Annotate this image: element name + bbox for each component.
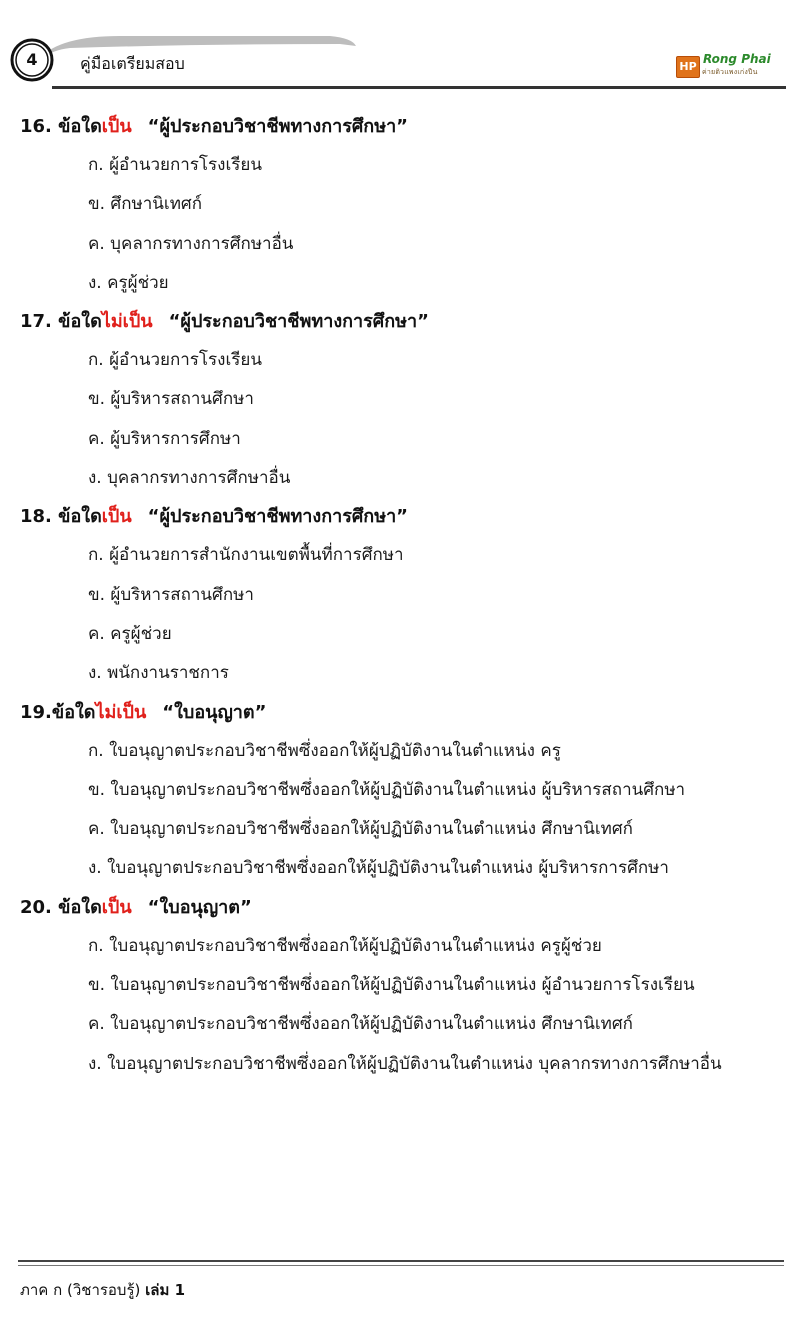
question-quoted-term: “ผู้ประกอบวิชาชีพทางการศึกษา”	[147, 506, 409, 528]
answer-option[interactable]: ก. ผู้อำนวยการสำนักงานเขตพื้นที่การศึกษา	[88, 545, 404, 566]
question-20	[0, 889, 800, 1084]
answer-option[interactable]: ข. ผู้บริหารสถานศึกษา	[88, 389, 254, 410]
question-quoted-term: “ผู้ประกอบวิชาชีพทางการศึกษา”	[147, 116, 409, 137]
question-keyword: เป็น	[101, 896, 132, 918]
answer-option[interactable]: ง. ครูผู้ช่วย	[88, 272, 169, 293]
question-number: 16.	[20, 116, 52, 137]
question-list	[0, 108, 800, 1084]
question-16	[0, 108, 800, 303]
answer-option[interactable]: ง. พนักงานราชการ	[88, 663, 229, 684]
answer-option[interactable]: ค. ใบอนุญาตประกอบวิชาชีพซึ่งออกให้ผู้ปฏิบัติงานในตำแหน่ง ศึกษานิเทศก์	[88, 1014, 633, 1035]
answer-option[interactable]: ข. ใบอนุญาตประกอบวิชาชีพซึ่งออกให้ผู้ปฏิบัติงานในตำแหน่ง ผู้บริหารสถานศึกษา	[88, 779, 686, 800]
question-quoted-term: “ผู้ประกอบวิชาชีพทางการศึกษา”	[168, 311, 429, 333]
question-stem	[0, 303, 800, 341]
footer-volume: เล่ม 1	[145, 1281, 186, 1299]
answer-option[interactable]: ก. ผู้อำนวยการโรงเรียน	[88, 155, 263, 175]
answer-option[interactable]: ค. ผู้บริหารการศึกษา	[88, 428, 241, 449]
page-header	[0, 0, 800, 100]
answer-option[interactable]: ข. ผู้บริหารสถานศึกษา	[88, 584, 254, 605]
question-quoted-term: “ใบอนุญาต”	[147, 896, 252, 918]
footer-divider-thin	[18, 1265, 784, 1266]
question-keyword: เป็น	[101, 506, 132, 528]
question-quoted-term: “ใบอนุญาต”	[162, 701, 267, 723]
answer-option[interactable]: ง. ใบอนุญาตประกอบวิชาชีพซึ่งออกให้ผู้ปฏิบัติงานในตำแหน่ง ผู้บริหารการศึกษา	[88, 858, 669, 879]
question-17	[0, 303, 800, 498]
answer-option[interactable]: ง. บุคลากรทางการศึกษาอื่น	[88, 468, 291, 489]
question-number: 20.	[20, 896, 52, 918]
question-keyword: เป็น	[101, 116, 132, 137]
rong-phai-logo	[676, 50, 786, 80]
question-19	[0, 694, 800, 889]
question-prefix: ข้อใด	[58, 896, 102, 918]
answer-option[interactable]: ค. บุคลากรทางการศึกษาอื่น	[88, 233, 294, 254]
header-divider	[52, 86, 786, 89]
answer-option[interactable]: ค. ใบอนุญาตประกอบวิชาชีพซึ่งออกให้ผู้ปฏิบัติงานในตำแหน่ง ศึกษานิเทศก์	[88, 819, 633, 840]
question-stem	[0, 498, 800, 536]
question-keyword: ไม่เป็น	[95, 701, 147, 723]
answer-option[interactable]: ก. ใบอนุญาตประกอบวิชาชีพซึ่งออกให้ผู้ปฏิบัติงานในตำแหน่ง ครู	[88, 740, 561, 761]
answer-option[interactable]: ค. ครูผู้ช่วย	[88, 623, 172, 644]
question-number: 17.	[20, 311, 52, 333]
question-stem	[0, 694, 800, 732]
question-prefix: ข้อใด	[58, 116, 102, 137]
answer-option[interactable]: ง. ใบอนุญาตประกอบวิชาชีพซึ่งออกให้ผู้ปฏิบัติงานในตำแหน่ง บุคลากรทางการศึกษาอื่น	[88, 1053, 722, 1074]
question-18	[0, 498, 800, 693]
footer-divider	[18, 1260, 784, 1262]
footer-part: ภาค ก	[20, 1281, 63, 1299]
logo-tagline: ค่ายติวแพงเก่งปืน	[702, 68, 758, 76]
answer-option[interactable]: ข. ศึกษานิเทศก์	[88, 194, 202, 215]
question-prefix: ข้อใด	[58, 311, 102, 333]
header-title: คู่มือเตรียมสอบ	[80, 54, 185, 73]
footer-subject: (วิชารอบรู้)	[66, 1281, 141, 1299]
question-stem	[0, 889, 800, 927]
logo-name: Rong Phai	[703, 52, 771, 66]
answer-option[interactable]: ก. ผู้อำนวยการโรงเรียน	[88, 350, 263, 371]
answer-option[interactable]: ข. ใบอนุญาตประกอบวิชาชีพซึ่งออกให้ผู้ปฏิบัติงานในตำแหน่ง ผู้อำนวยการโรงเรียน	[88, 975, 695, 996]
question-prefix: ข้อใด	[51, 701, 96, 723]
page-footer	[20, 1278, 185, 1302]
question-prefix: ข้อใด	[58, 506, 102, 528]
question-number: 18.	[20, 506, 52, 528]
logo-badge: HP	[676, 56, 700, 78]
question-number: 19.	[20, 701, 52, 723]
question-keyword: ไม่เป็น	[101, 311, 153, 333]
question-stem	[0, 108, 800, 146]
answer-option[interactable]: ก. ใบอนุญาตประกอบวิชาชีพซึ่งออกให้ผู้ปฏิบัติงานในตำแหน่ง ครูผู้ช่วย	[88, 935, 602, 956]
page-number: 4	[26, 50, 38, 69]
